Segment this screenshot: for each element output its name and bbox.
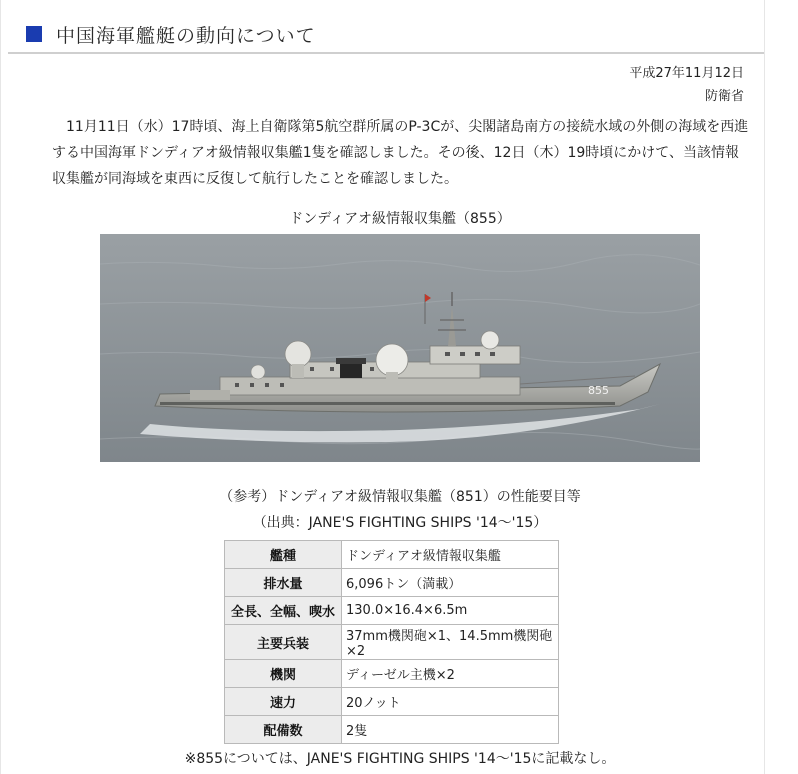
reference-source: （出典：JANE'S FIGHTING SHIPS '14～'15）: [252, 515, 548, 531]
spec-value: 20ノット: [342, 688, 559, 716]
page-right-border: [764, 0, 765, 774]
spec-table: [224, 540, 559, 744]
spec-label: 艦種: [225, 541, 342, 569]
reference-caption: （参考）ドンディアオ級情報収集艦（851）の性能要目等: [219, 489, 581, 505]
table-row: [225, 660, 559, 688]
title-bar: [8, 16, 764, 54]
organization: 防衛省: [704, 89, 744, 104]
table-row: [225, 541, 559, 569]
spec-value: 130.0×16.4×6.5m: [342, 597, 559, 625]
table-row: [225, 569, 559, 597]
spec-value: ディーゼル主機×2: [342, 660, 559, 688]
ship-photo-illustration: [100, 234, 700, 462]
spec-label: 速力: [225, 688, 342, 716]
spec-label: 全長、全幅、喫水: [225, 597, 342, 625]
page-title: 中国海軍艦艇の動向について: [56, 25, 316, 47]
spec-value: 37mm機関砲×1、14.5mm機関砲×2: [342, 625, 559, 660]
table-row: [225, 716, 559, 744]
page-left-border: [0, 0, 1, 774]
title-square-icon: [26, 26, 42, 42]
spec-label: 配備数: [225, 716, 342, 744]
ship-photo: [100, 234, 700, 462]
spec-value: 2隻: [342, 716, 559, 744]
spec-value: 6,096トン（満載）: [342, 569, 559, 597]
table-row: [225, 625, 559, 660]
spec-label: 排水量: [225, 569, 342, 597]
table-row: [225, 688, 559, 716]
table-row: [225, 597, 559, 625]
spec-label: 主要兵装: [225, 625, 342, 660]
spec-label: 機関: [225, 660, 342, 688]
footnote: ※855については、JANE'S FIGHTING SHIPS '14～'15に記載なし。: [184, 751, 616, 767]
hull-number-label: 855: [588, 384, 609, 397]
spec-value: ドンディアオ級情報収集艦: [342, 541, 559, 569]
photo-caption: ドンディアオ級情報収集艦（855）: [289, 211, 511, 227]
body-text: 11月11日（水）17時頃、海上自衛隊第5航空群所属のP-3Cが、尖閣諸島南方の接続水域の外側の海域を西進する中国海軍ドンディアオ級情報収集艦1隻を確認しました。その後、12日（木）19時頃にかけて、当該情報収集艦が同海域を東西に反復して航行したことを確認しました。: [52, 119, 749, 187]
body-paragraph: [52, 114, 752, 192]
release-date: 平成27年11月12日: [629, 66, 744, 81]
